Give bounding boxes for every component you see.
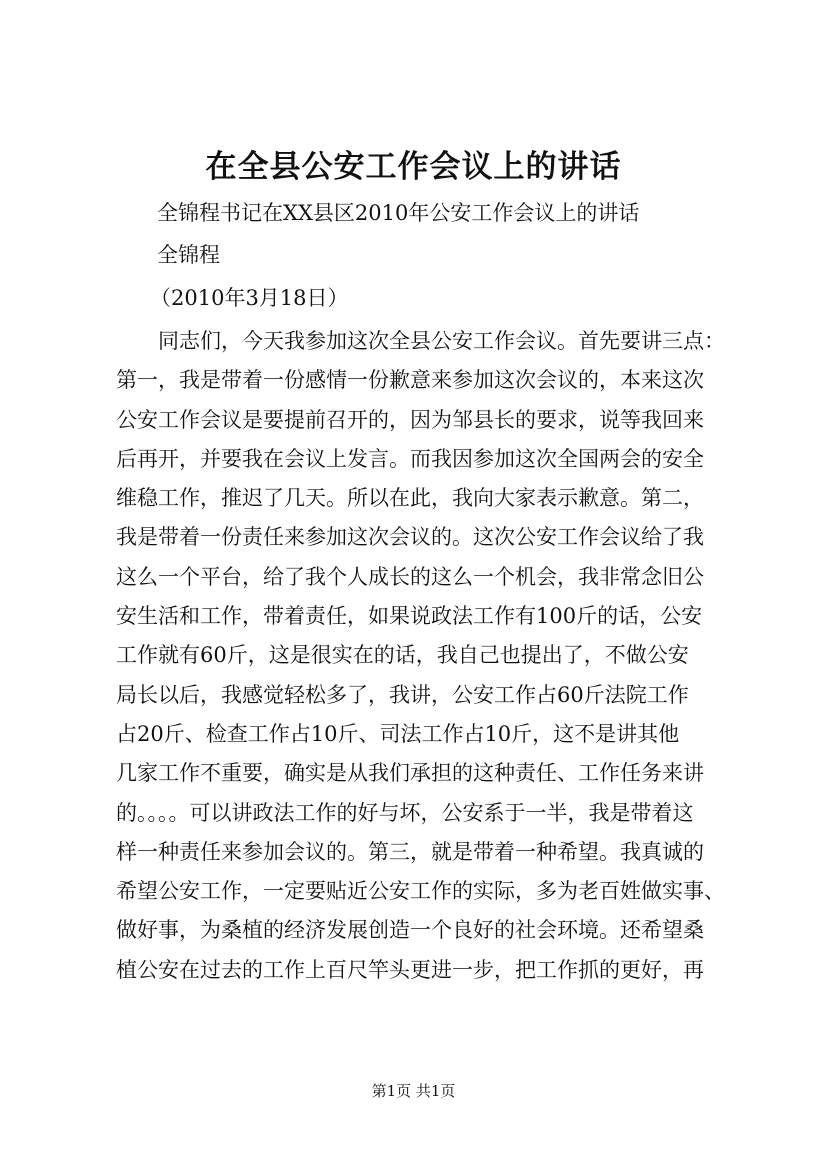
document-author: 全锦程 bbox=[157, 243, 220, 267]
page-number: 第1页 共1页 bbox=[371, 1082, 456, 1100]
body-line: 公安工作会议是要提前召开的，因为邹县长的要求，说等我回来 bbox=[116, 407, 704, 432]
document-subtitle: 全锦程书记在XX县区2010年公安工作会议上的讲话 bbox=[157, 201, 640, 225]
body-line: 工作就有60斤，这是很实在的话，我自己也提出了，不做公安 bbox=[116, 643, 689, 668]
body-line: 希望公安工作，一定要贴近公安工作的实际，多为老百姓做实事、 bbox=[116, 879, 725, 904]
speech-body bbox=[116, 322, 728, 990]
body-line: 维稳工作，推迟了几天。所以在此，我向大家表示歉意。第二， bbox=[116, 486, 704, 511]
body-line: 几家工作不重要，确实是从我们承担的这种责任、工作任务来讲 bbox=[116, 761, 704, 786]
body-line: 局长以后，我感觉轻松多了，我讲，公安工作占60斤法院工作 bbox=[116, 682, 689, 707]
body-line: 第一，我是带着一份感情一份歉意来参加这次会议的，本来这次 bbox=[116, 368, 704, 393]
body-line: 植公安在过去的工作上百尺竿头更进一步，把工作抓的更好，再 bbox=[116, 957, 704, 982]
body-line: 样一种责任来参加会议的。第三，就是带着一种希望。我真诚的 bbox=[116, 839, 704, 864]
body-line: 的。。。。可以讲政法工作的好与坏，公安系于一半，我是带着这 bbox=[116, 800, 694, 825]
body-line: 后再开，并要我在会议上发言。而我因参加这次全国两会的安全 bbox=[116, 446, 704, 471]
body-line: 占20斤、检查工作占10斤、司法工作占10斤，这不是讲其他 bbox=[116, 721, 680, 746]
body-line: 安生活和工作，带着责任，如果说政法工作有100斤的话，公安 bbox=[116, 604, 703, 629]
body-line: 我是带着一份责任来参加这次会议的。这次公安工作会议给了我 bbox=[116, 525, 704, 550]
document-date: （2010年3月18日） bbox=[150, 286, 349, 310]
body-line: 做好事，为桑植的经济发展创造一个良好的社会环境。还希望桑 bbox=[116, 918, 704, 943]
document-title: 在全县公安工作会议上的讲话 bbox=[205, 149, 622, 185]
body-line: 同志们，今天我参加这次全县公安工作会议。首先要讲三点： bbox=[158, 329, 725, 353]
body-line: 这么一个平台，给了我个人成长的这么一个机会，我非常念旧公 bbox=[116, 564, 704, 589]
